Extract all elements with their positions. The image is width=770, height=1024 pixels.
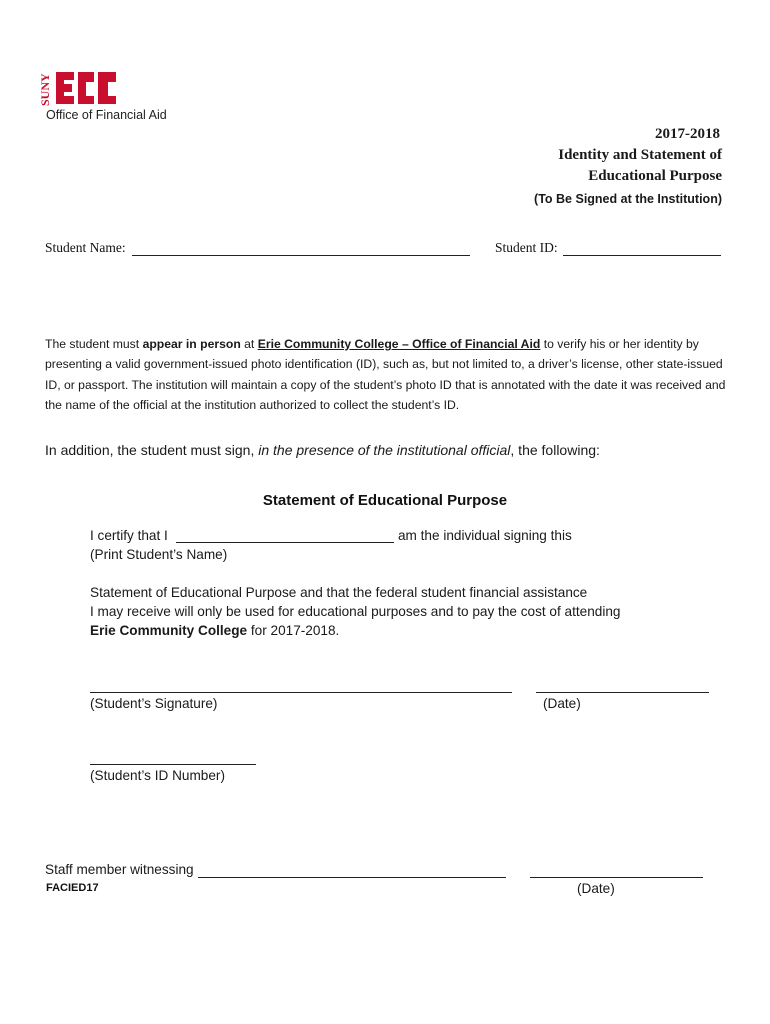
staff-date-field[interactable] — [530, 877, 703, 878]
addition-line — [45, 442, 600, 458]
student-id-number-label: (Student’s ID Number) — [90, 768, 225, 783]
staff-witness-field[interactable] — [198, 877, 506, 878]
statement-college-name: Erie Community College — [90, 623, 248, 638]
para-text-3: to verify his or her identity by presenting a valid government-issued photo identification (ID), such as, but not limited to, a driver’s license, other state-issued ID, or passport. The institution will maintain a copy of the student’s photo ID that is annotated with the date it was received and the name of the official at the institution authorized to collect the student’s ID. — [45, 337, 726, 412]
addition-italic: in the presence of the institutional official — [258, 442, 511, 458]
title-year: 2017-2018 — [655, 126, 720, 142]
suny-logo-text — [38, 66, 52, 106]
student-id-field[interactable] — [563, 255, 721, 256]
certify-text-end: am the individual signing this — [398, 528, 572, 543]
office-name: Office of Financial Aid — [46, 108, 167, 122]
para-text-1: The student must — [45, 337, 143, 351]
statement-body-1: Statement of Educational Purpose and that the federal student financial assistance — [90, 585, 588, 600]
para-text-2: at — [240, 337, 258, 351]
statement-body-3 — [90, 623, 339, 638]
addition-text-1: In addition, the student must sign, — [45, 442, 259, 458]
statement-title: Statement of Educational Purpose — [262, 492, 508, 509]
print-name-field[interactable] — [176, 542, 394, 543]
student-name-label: Student Name: — [45, 240, 126, 255]
ecc-logo-mark — [54, 68, 120, 108]
student-name-field[interactable] — [132, 255, 470, 256]
title-line-1: Identity and Statement of — [558, 147, 722, 163]
staff-date-label: (Date) — [577, 881, 615, 896]
student-id-number-field[interactable] — [90, 764, 256, 765]
identity-paragraph — [45, 334, 735, 415]
statement-year-text: for 2017-2018. — [247, 623, 340, 638]
student-signature-field[interactable] — [90, 692, 512, 693]
document-title — [422, 124, 722, 210]
form-code: FACIED17 — [46, 882, 99, 894]
addition-text-2: , the following: — [510, 442, 600, 458]
certify-text-start: I certify that I — [90, 528, 168, 543]
para-bold-appear: appear in person — [142, 337, 241, 351]
para-college-office: Erie Community College – Office of Financial Aid — [257, 337, 541, 351]
signature-date-label: (Date) — [543, 696, 581, 711]
svg-text:SUNY: SUNY — [38, 73, 52, 106]
student-id-label: Student ID: — [495, 240, 558, 255]
student-signature-label: (Student’s Signature) — [90, 696, 218, 711]
title-subtitle: (To Be Signed at the Institution) — [534, 192, 722, 206]
print-name-label: (Print Student’s Name) — [90, 547, 228, 562]
staff-witness-label: Staff member witnessing — [45, 862, 194, 877]
statement-body-2: I may receive will only be used for educational purposes and to pay the cost of attending — [90, 604, 621, 619]
signature-date-field[interactable] — [536, 692, 709, 693]
title-line-2: Educational Purpose — [588, 168, 722, 184]
